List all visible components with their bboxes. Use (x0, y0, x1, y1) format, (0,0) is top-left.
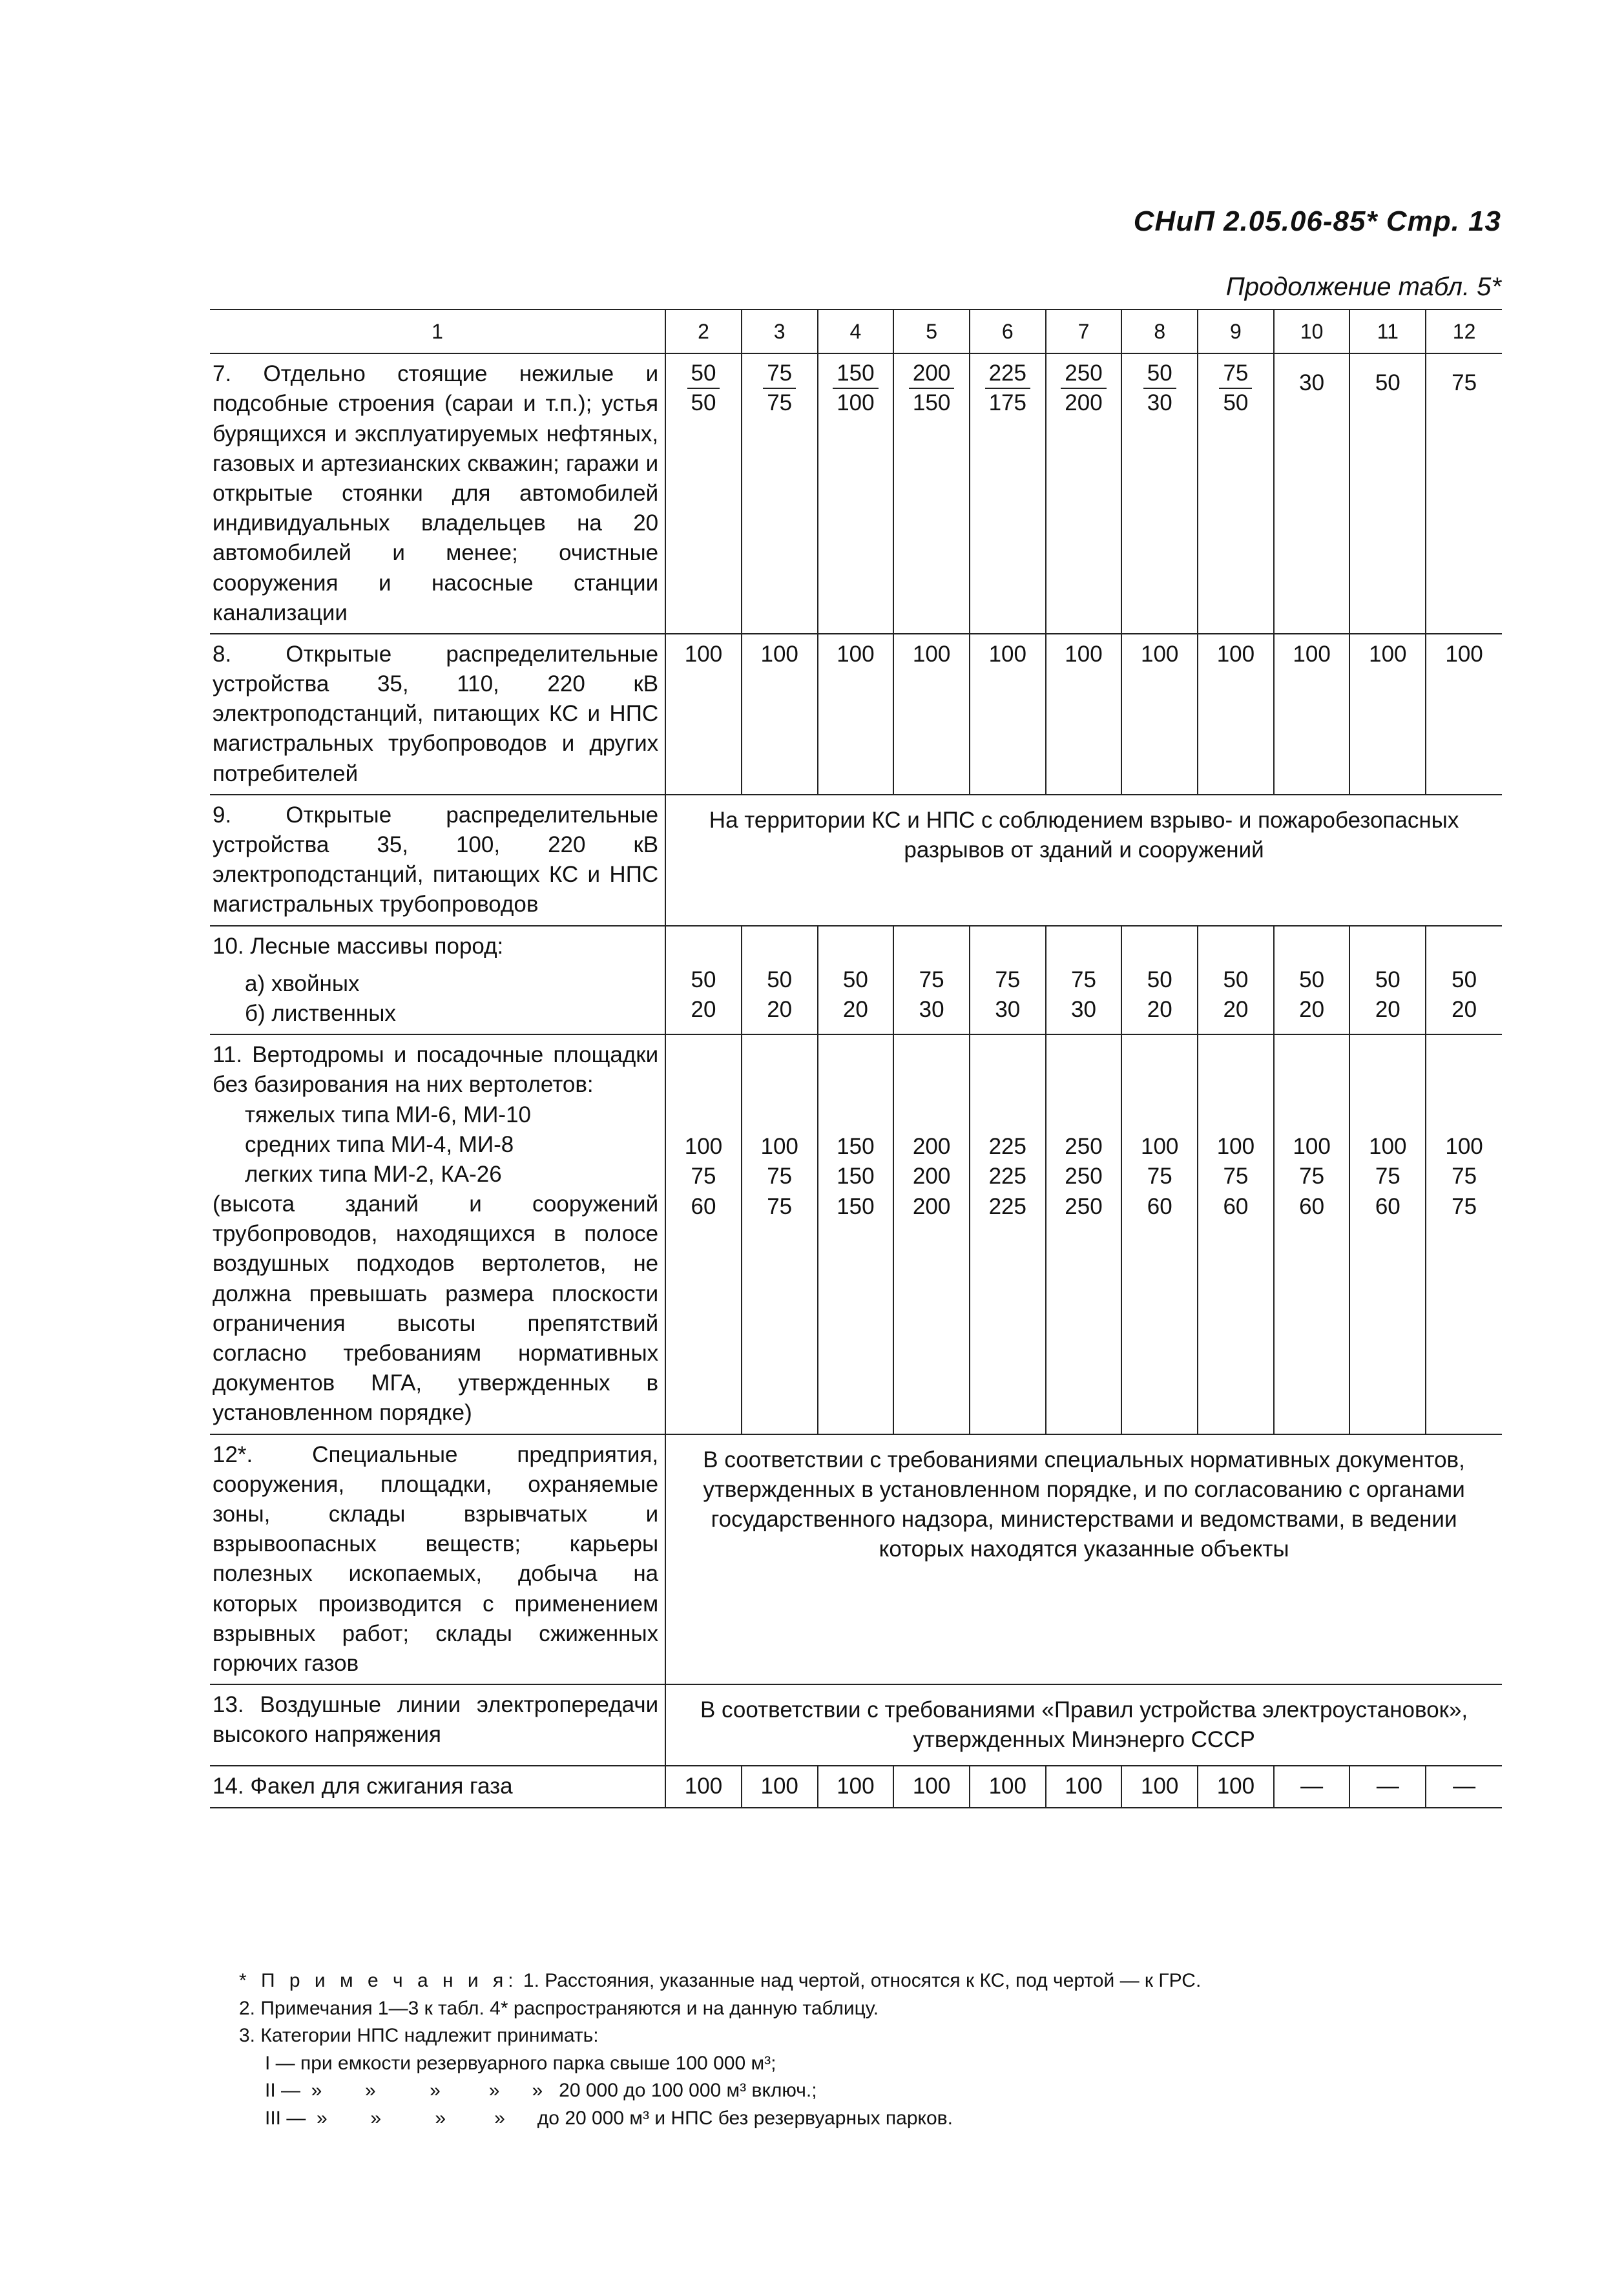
column-header-6: 6 (970, 309, 1046, 353)
table-cell (1426, 926, 1502, 1035)
row-13-label: 13. Воздушные линии электропередачи высокого напряжения (210, 1684, 665, 1766)
row-10-label (210, 926, 665, 1035)
note-1: 1. Расстояния, указанные над чертой, относятся к КС, под чертой — к ГРС. (523, 1970, 1202, 1991)
value-heavy: 100 (1216, 1134, 1255, 1160)
row-10-sub-a: а) хвойных (245, 970, 360, 996)
table-cell: 100 (893, 634, 970, 795)
table-cell (818, 926, 894, 1035)
column-header-7: 7 (1046, 309, 1122, 353)
value-medium: 75 (767, 1164, 793, 1189)
table-cell (1349, 926, 1426, 1035)
value-medium: 75 (1147, 1164, 1172, 1189)
table-cell: 100 (1349, 634, 1426, 795)
value-heavy: 100 (1445, 1134, 1483, 1160)
table-cell (1121, 1034, 1198, 1434)
value-deciduous: 30 (995, 996, 1021, 1022)
value-medium: 200 (912, 1164, 951, 1189)
column-header-9: 9 (1198, 309, 1274, 353)
table-row (210, 1684, 1502, 1766)
column-header-12: 12 (1426, 309, 1502, 353)
value-medium: 75 (691, 1164, 716, 1189)
value-heavy: 150 (837, 1134, 875, 1160)
value-light: 75 (1452, 1193, 1477, 1219)
value-light: 60 (691, 1193, 716, 1219)
table-cell: 100 (970, 634, 1046, 795)
value-medium: 75 (1452, 1164, 1477, 1189)
value-coniferous: 50 (691, 967, 716, 992)
value-deciduous: 30 (1071, 996, 1096, 1022)
table-cell (818, 1034, 894, 1434)
table-cell: 100 (818, 1766, 894, 1807)
value-medium: 250 (1065, 1164, 1103, 1189)
table-row (210, 353, 1502, 634)
table-row (210, 1434, 1502, 1685)
value-coniferous: 75 (919, 967, 944, 992)
table-cell (970, 926, 1046, 1035)
table-cell: 100 (665, 634, 742, 795)
row-7-label: 7. Отдельно стоящие нежилые и подсобные строения (сараи и т.п.); устья бурящихся и эксплуатируемых нефтяных, газовых и артезианских скважин; гаражи и открытые стоянки для автомобилей индивидуальных владельцев на 20 автомобилей и менее; очистные сооружения и насосные станции канализации (210, 353, 665, 634)
row-11-sub-heavy: тяжелых типа МИ-6, МИ-10 (245, 1102, 532, 1127)
table-cell: — (1426, 1766, 1502, 1807)
table-cell: 100 (1198, 1766, 1274, 1807)
table-cell (1198, 1034, 1274, 1434)
value-medium: 75 (1299, 1164, 1325, 1189)
table-cell (1274, 926, 1350, 1035)
table-row (210, 795, 1502, 926)
value-deciduous: 20 (1299, 996, 1325, 1022)
row-11-title: 11. Вертодромы и посадочные площадки без базирования на них вертолетов: (213, 1042, 659, 1098)
table-cell (1046, 1034, 1122, 1434)
table-cell: — (1349, 1766, 1426, 1807)
value-deciduous: 20 (1147, 996, 1172, 1022)
table-cell: 30 (1274, 353, 1350, 634)
table-cell: 100 (1426, 634, 1502, 795)
value-deciduous: 20 (1452, 996, 1477, 1022)
row-14-label: 14. Факел для сжигания газа (210, 1766, 665, 1807)
table-cell: 100 (665, 1766, 742, 1807)
table-cell (893, 1034, 970, 1434)
value-light: 150 (837, 1193, 875, 1219)
value-coniferous: 75 (1071, 967, 1096, 992)
fraction-value: $\frac{250}{200}$ (1061, 359, 1106, 417)
table-header-row (210, 309, 1502, 353)
value-coniferous: 50 (1223, 967, 1249, 992)
table-cell (665, 1034, 742, 1434)
fraction-value: $\frac{50}{30}$ (1143, 359, 1176, 417)
table-cell: 100 (1121, 1766, 1198, 1807)
value-coniferous: 50 (1375, 967, 1400, 992)
table-cell: 100 (742, 1766, 818, 1807)
value-deciduous: 20 (1375, 996, 1400, 1022)
category-1: I — при емкости резервуарного парка свыше 100 000 м³; (265, 2052, 776, 2074)
fraction-value: $\frac{75}{75}$ (763, 359, 796, 417)
category-2: II — » » » » » 20 000 до 100 000 м³ включ.; (265, 2080, 817, 2102)
notes-title: * П р и м е ч а н и я: (239, 1970, 518, 1991)
row-11-sub-light: легких типа МИ-2, КА-26 (245, 1161, 502, 1187)
value-deciduous: 20 (767, 996, 793, 1022)
value-light: 225 (988, 1193, 1026, 1219)
value-coniferous: 50 (1452, 967, 1477, 992)
document-code-header: СНиП 2.05.06-85* Стр. 13 (1133, 205, 1501, 237)
table-row (210, 634, 1502, 795)
value-deciduous: 20 (691, 996, 716, 1022)
category-3: III — » » » » до 20 000 м³ и НПС без резервуарных парков. (265, 2107, 953, 2129)
table-cell: 100 (1274, 634, 1350, 795)
distance-table (210, 309, 1502, 1808)
table-cell (1426, 1034, 1502, 1434)
row-11-sub-medium: средних типа МИ-4, МИ-8 (245, 1131, 514, 1157)
column-header-4: 4 (818, 309, 894, 353)
value-heavy: 225 (988, 1134, 1026, 1160)
value-medium: 225 (988, 1164, 1026, 1189)
value-deciduous: 20 (842, 996, 868, 1022)
table-cell: 100 (1046, 1766, 1122, 1807)
table-cell (1046, 926, 1122, 1035)
value-heavy: 100 (1369, 1134, 1407, 1160)
table-cell (742, 926, 818, 1035)
value-light: 75 (767, 1193, 793, 1219)
fraction-value: $\frac{75}{50}$ (1219, 359, 1252, 417)
table-cell (742, 1034, 818, 1434)
column-header-10: 10 (1274, 309, 1350, 353)
value-coniferous: 50 (1299, 967, 1325, 992)
table-row (210, 1034, 1502, 1434)
row-9-label: 9. Открытые распределительные устройства 35, 100, 220 кВ электроподстанций, питающих КС и НПС магистральных трубопроводов (210, 795, 665, 926)
value-light: 60 (1375, 1193, 1400, 1219)
row-13-requirement-text: В соответствии с требованиями «Правил устройства электроустановок», утвержденных Минэнерго СССР (665, 1684, 1502, 1766)
table-cell (1198, 926, 1274, 1035)
value-coniferous: 50 (842, 967, 868, 992)
table-row (210, 926, 1502, 1035)
value-medium: 75 (1375, 1164, 1400, 1189)
value-heavy: 250 (1065, 1134, 1103, 1160)
value-light: 60 (1223, 1193, 1249, 1219)
column-header-2: 2 (665, 309, 742, 353)
row-10-sub-b: б) лиственных (245, 1000, 396, 1026)
row-12-requirement-text: В соответствии с требованиями специальных нормативных документов, утвержденных в установленном порядке, и по согласованию с органами государственного надзора, министерствами и ведомствами, в ведении которых находятся указанные объекты (665, 1434, 1502, 1685)
value-coniferous: 75 (995, 967, 1021, 992)
table-cell (1121, 926, 1198, 1035)
value-heavy: 100 (1141, 1134, 1179, 1160)
table-cell (970, 1034, 1046, 1434)
value-heavy: 200 (912, 1134, 951, 1160)
value-coniferous: 50 (1147, 967, 1172, 992)
value-light: 250 (1065, 1193, 1103, 1219)
value-medium: 75 (1223, 1164, 1249, 1189)
table-cell: 100 (893, 1766, 970, 1807)
table-cell: 50 (1349, 353, 1426, 634)
fraction-value: $\frac{50}{50}$ (687, 359, 720, 417)
table-row (210, 1766, 1502, 1807)
table-cell: 100 (970, 1766, 1046, 1807)
value-heavy: 100 (1293, 1134, 1331, 1160)
value-heavy: 100 (684, 1134, 723, 1160)
value-coniferous: 50 (767, 967, 793, 992)
row-11-note: (высота зданий и сооружений трубопроводов, находящихся в полосе воздушных подходов вертолетов, не должна превышать размера плоскости ограничения высоты препятствий согласно требованиям нормативных документов МГА, утвержденных в установленном порядке) (213, 1191, 659, 1426)
note-3: 3. Категории НПС надлежит принимать: (239, 2025, 599, 2047)
note-2: 2. Примечания 1—3 к табл. 4* распространяются и на данную таблицу. (239, 1997, 879, 2019)
column-header-3: 3 (742, 309, 818, 353)
value-deciduous: 20 (1223, 996, 1249, 1022)
column-header-5: 5 (893, 309, 970, 353)
value-light: 60 (1147, 1193, 1172, 1219)
value-light: 60 (1299, 1193, 1325, 1219)
table-cell (665, 926, 742, 1035)
fraction-value: $\frac{200}{150}$ (909, 359, 954, 417)
table-cell: 75 (1426, 353, 1502, 634)
row-10-title: 10. Лесные массивы пород: (213, 933, 504, 959)
fraction-value: $\frac{150}{100}$ (833, 359, 878, 417)
value-heavy: 100 (760, 1134, 798, 1160)
fraction-value: $\frac{225}{175}$ (985, 359, 1030, 417)
value-light: 200 (912, 1193, 951, 1219)
table-cell: 100 (1121, 634, 1198, 795)
table-cell: 100 (1046, 634, 1122, 795)
table-cell: 100 (818, 634, 894, 795)
table-cell: 100 (742, 634, 818, 795)
table-cell (893, 926, 970, 1035)
column-header-1: 1 (210, 309, 665, 353)
column-header-11: 11 (1349, 309, 1426, 353)
table-cell: 100 (1198, 634, 1274, 795)
row-11-label (210, 1034, 665, 1434)
row-8-label: 8. Открытые распределительные устройства 35, 110, 220 кВ электроподстанций, питающих КС и НПС магистральных трубопроводов и других потребителей (210, 634, 665, 795)
value-medium: 150 (837, 1164, 875, 1189)
row-12-label: 12*. Специальные предприятия, сооружения, площадки, охраняемые зоны, склады взрывчатых и взрывоопасных веществ; карьеры полезных ископаемых, добыча на которых производится с применением взрывных работ; склады сжиженных горючих газов (210, 1434, 665, 1685)
column-header-8: 8 (1121, 309, 1198, 353)
table-cell: — (1274, 1766, 1350, 1807)
value-deciduous: 30 (919, 996, 944, 1022)
table-cell (1349, 1034, 1426, 1434)
table-notes (239, 1967, 1273, 2133)
table-continuation-caption: Продолжение табл. 5* (1225, 273, 1501, 301)
row-9-requirement-text: На территории КС и НПС с соблюдением взрыво- и пожаробезопасных разрывов от зданий и сооружений (665, 795, 1502, 926)
table-cell (1274, 1034, 1350, 1434)
